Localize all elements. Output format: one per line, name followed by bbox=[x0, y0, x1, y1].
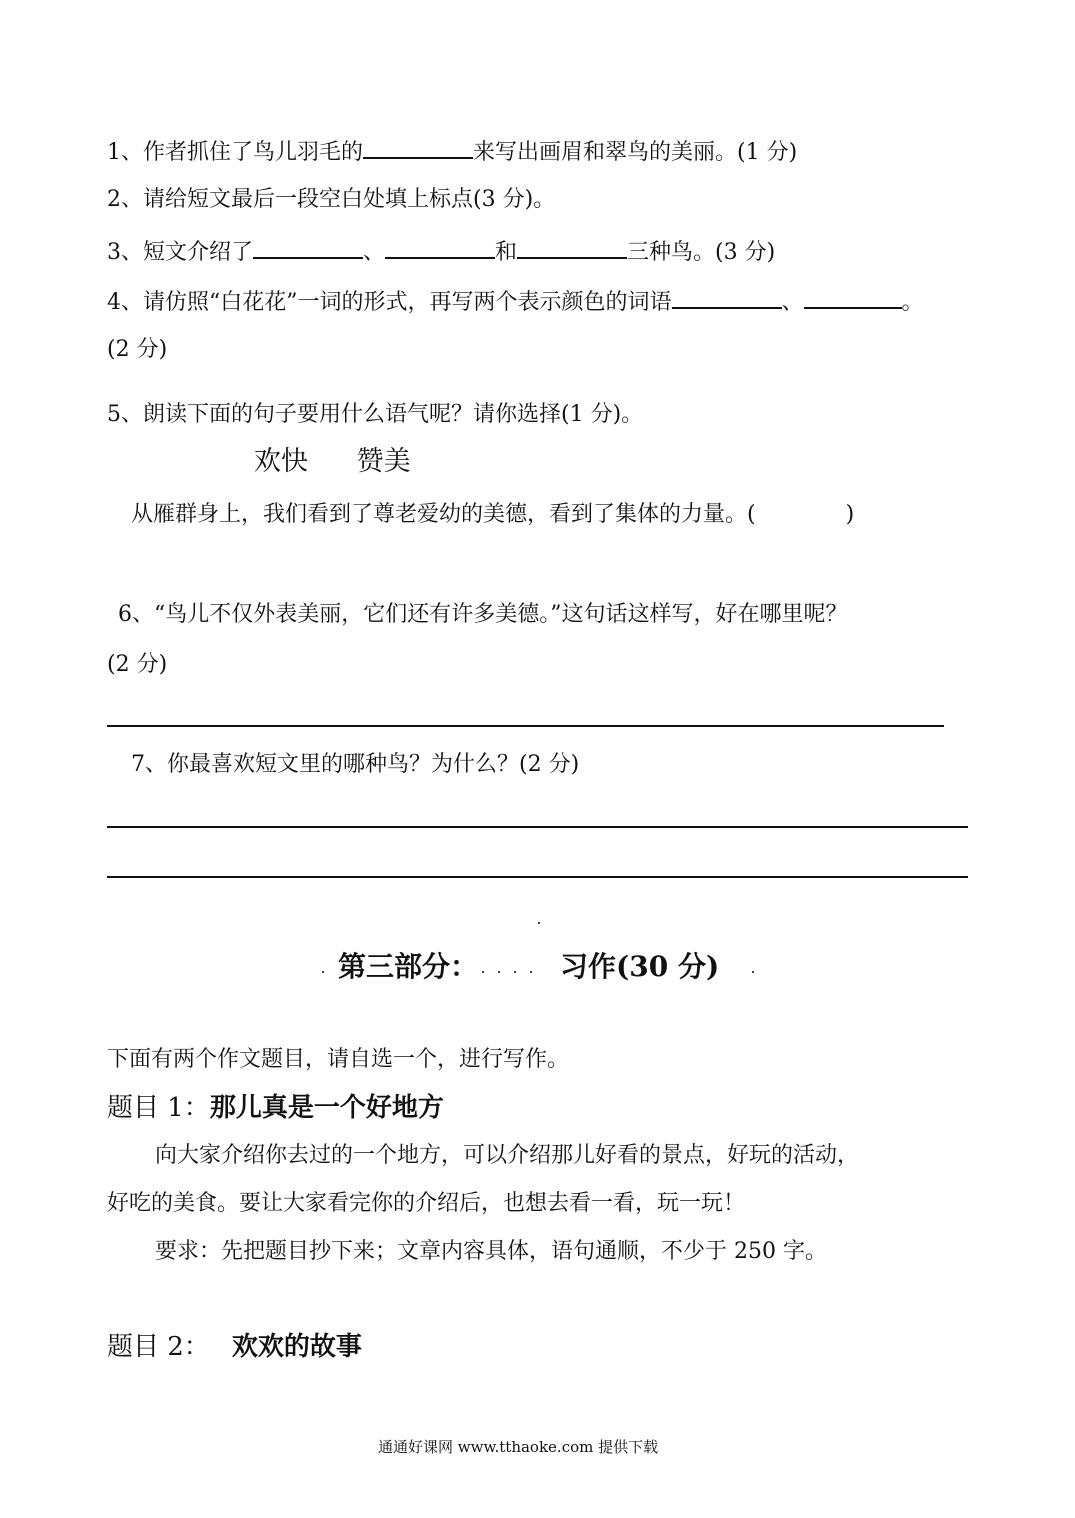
section-3-title-2: 习作(30 分) bbox=[560, 950, 720, 983]
answer-line[interactable] bbox=[107, 876, 968, 878]
answer-blank[interactable] bbox=[363, 135, 473, 159]
speck bbox=[514, 971, 516, 973]
question-7: 7、你最喜欢短文里的哪种鸟？为什么？(2 分) bbox=[131, 752, 580, 777]
footer: 通通好课网 www.tthaoke.com 提供下载 bbox=[378, 1438, 659, 1456]
instructions: 下面有两个作文题目，请自选一个，进行写作。 bbox=[107, 1047, 570, 1072]
answer-blank[interactable] bbox=[804, 285, 902, 309]
answer-blank[interactable] bbox=[253, 235, 363, 259]
answer-line[interactable] bbox=[107, 826, 968, 828]
question-1: 1、作者抓住了鸟儿羽毛的 来写出画眉和翠鸟的美丽。(1 分) bbox=[107, 135, 797, 168]
question-3: 3、短文介绍了 、 和 三种鸟。(3 分) bbox=[107, 235, 775, 268]
answer-line[interactable] bbox=[107, 725, 944, 727]
speck bbox=[498, 971, 500, 973]
topic-1-requirements: 要求：先把题目抄下来；文章内容具体，语句通顺，不少于 250 字。 bbox=[155, 1239, 827, 1264]
option-cheerful[interactable]: 欢快 bbox=[254, 446, 308, 477]
speck bbox=[530, 971, 532, 973]
section-3-title: 第三部分： bbox=[338, 950, 479, 983]
question-4-score: (2 分) bbox=[107, 337, 168, 362]
option-praise[interactable]: 赞美 bbox=[356, 446, 411, 477]
answer-blank[interactable] bbox=[385, 235, 495, 259]
topic-2: 题目 2： 欢欢的故事 bbox=[107, 1332, 362, 1362]
topic-1-description: 向大家介绍你去过的一个地方，可以介绍那儿好看的景点，好玩的活动， bbox=[155, 1143, 860, 1168]
topic-1: 题目 1：那儿真是一个好地方 bbox=[107, 1093, 444, 1123]
speck bbox=[322, 971, 324, 973]
question-2: 2、请给短文最后一段空白处填上标点(3 分)。 bbox=[107, 187, 556, 212]
answer-blank[interactable] bbox=[672, 285, 782, 309]
question-5: 5、朗读下面的句子要用什么语气呢？请你选择(1 分)。 bbox=[107, 402, 644, 427]
question-5-sentence: 从雁群身上，我们看到了尊老爱幼的美德，看到了集体的力量。( ) bbox=[131, 502, 855, 527]
question-6: 6、“鸟儿不仅外表美丽，它们还有许多美德。”这句话这样写，好在哪里呢？ bbox=[118, 602, 848, 627]
question-6-score: (2 分) bbox=[107, 652, 168, 677]
answer-blank[interactable] bbox=[517, 235, 627, 259]
speck bbox=[482, 971, 484, 973]
speck bbox=[752, 971, 754, 973]
question-4: 4、请仿照“白花花”一词的形式，再写两个表示颜色的词语 、 。 bbox=[107, 285, 924, 318]
topic-1-description-2: 好吃的美食。要让大家看完你的介绍后，也想去看一看，玩一玩！ bbox=[107, 1191, 746, 1216]
question-5-options bbox=[254, 447, 411, 477]
speck bbox=[538, 922, 540, 924]
